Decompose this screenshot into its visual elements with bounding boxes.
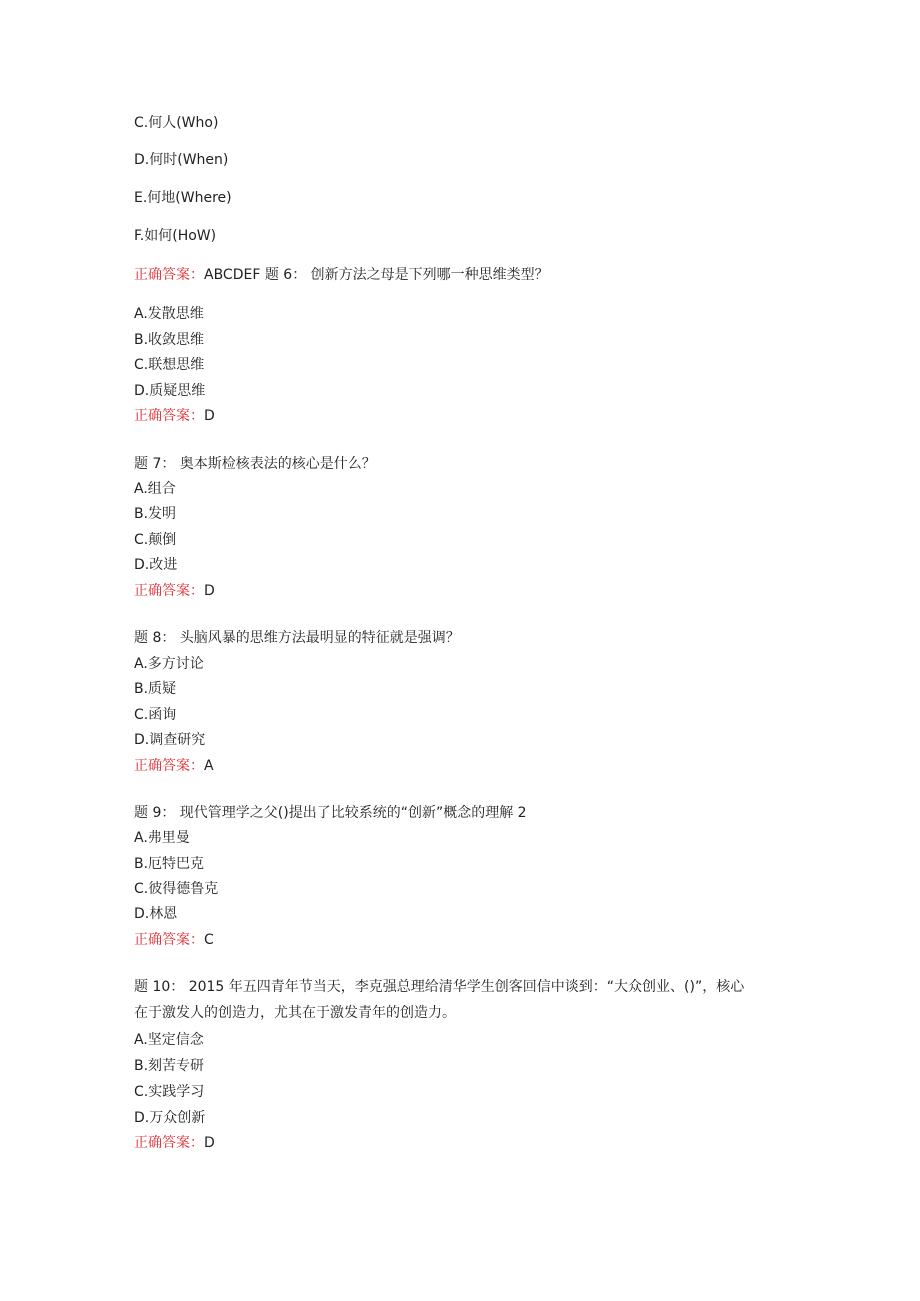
q7-answer-value: D	[204, 583, 215, 599]
q7-answer-label: 正确答案：	[134, 583, 204, 599]
q9-answer-value: C	[204, 932, 214, 948]
q10-option-d: D.万众创新	[134, 1110, 206, 1126]
q8-option-a: A.多方讨论	[134, 656, 204, 672]
q10-option-c: C.实践学习	[134, 1084, 205, 1100]
q10-title-line2: 在于激发人的创造力，尤其在于激发青年的创造力。	[134, 1005, 456, 1021]
q8-option-d: D.调查研究	[134, 732, 206, 748]
q5-option-c: C.何人(Who)	[134, 115, 219, 131]
q6-answer-value: D	[204, 408, 215, 424]
q8-title: 题 8： 头脑风暴的思维方法最明显的特征就是强调？	[134, 630, 460, 646]
q9-option-d: D.林恩	[134, 906, 178, 922]
q7-option-d: D.改进	[134, 557, 178, 573]
q5-answer-label: 正确答案：	[134, 267, 204, 283]
q8-answer	[134, 757, 214, 775]
q10-answer-label: 正确答案：	[134, 1135, 204, 1151]
q9-title: 题 9： 现代管理学之父()提出了比较系统的“创新”概念的理解 2	[134, 805, 527, 821]
q9-option-c: C.彼得德鲁克	[134, 881, 219, 897]
q10-option-b: B.刻苦专研	[134, 1058, 205, 1074]
q10-title-line1: 题 10： 2015 年五四青年节当天，李克强总理给清华学生创客回信中谈到：“大众创业、()”，核心	[134, 979, 745, 995]
q8-option-b: B.质疑	[134, 681, 177, 697]
q9-option-b: B.厄特巴克	[134, 856, 205, 872]
q10-answer-value: D	[204, 1135, 215, 1151]
q9-option-a: A.弗里曼	[134, 830, 190, 846]
q6-option-d: D.质疑思维	[134, 383, 206, 399]
q5-answer-and-q6-title	[134, 266, 549, 284]
q7-option-c: C.颠倒	[134, 532, 177, 548]
q10-answer	[134, 1134, 215, 1152]
q7-option-b: B.发明	[134, 506, 177, 522]
q5-option-d: D.何时(When)	[134, 152, 229, 168]
q8-answer-value: A	[204, 758, 214, 774]
q6-title: 题 6： 创新方法之母是下列哪一种思维类型？	[264, 267, 549, 283]
q6-option-c: C.联想思维	[134, 357, 205, 373]
q5-answer-value: ABCDEF	[204, 267, 261, 283]
q6-answer-label: 正确答案：	[134, 408, 204, 424]
q7-title: 题 7： 奥本斯检核表法的核心是什么？	[134, 456, 376, 472]
q8-option-c: C.函询	[134, 707, 177, 723]
q5-option-e: E.何地(Where)	[134, 190, 232, 206]
q7-option-a: A.组合	[134, 481, 176, 497]
q8-answer-label: 正确答案：	[134, 758, 204, 774]
q6-option-b: B.收敛思维	[134, 332, 205, 348]
q6-answer	[134, 407, 215, 425]
q6-option-a: A.发散思维	[134, 306, 204, 322]
q5-option-f: F.如何(HoW)	[134, 228, 217, 244]
q7-answer	[134, 582, 215, 600]
q10-option-a: A.坚定信念	[134, 1032, 204, 1048]
q9-answer-label: 正确答案：	[134, 932, 204, 948]
q9-answer	[134, 931, 214, 949]
